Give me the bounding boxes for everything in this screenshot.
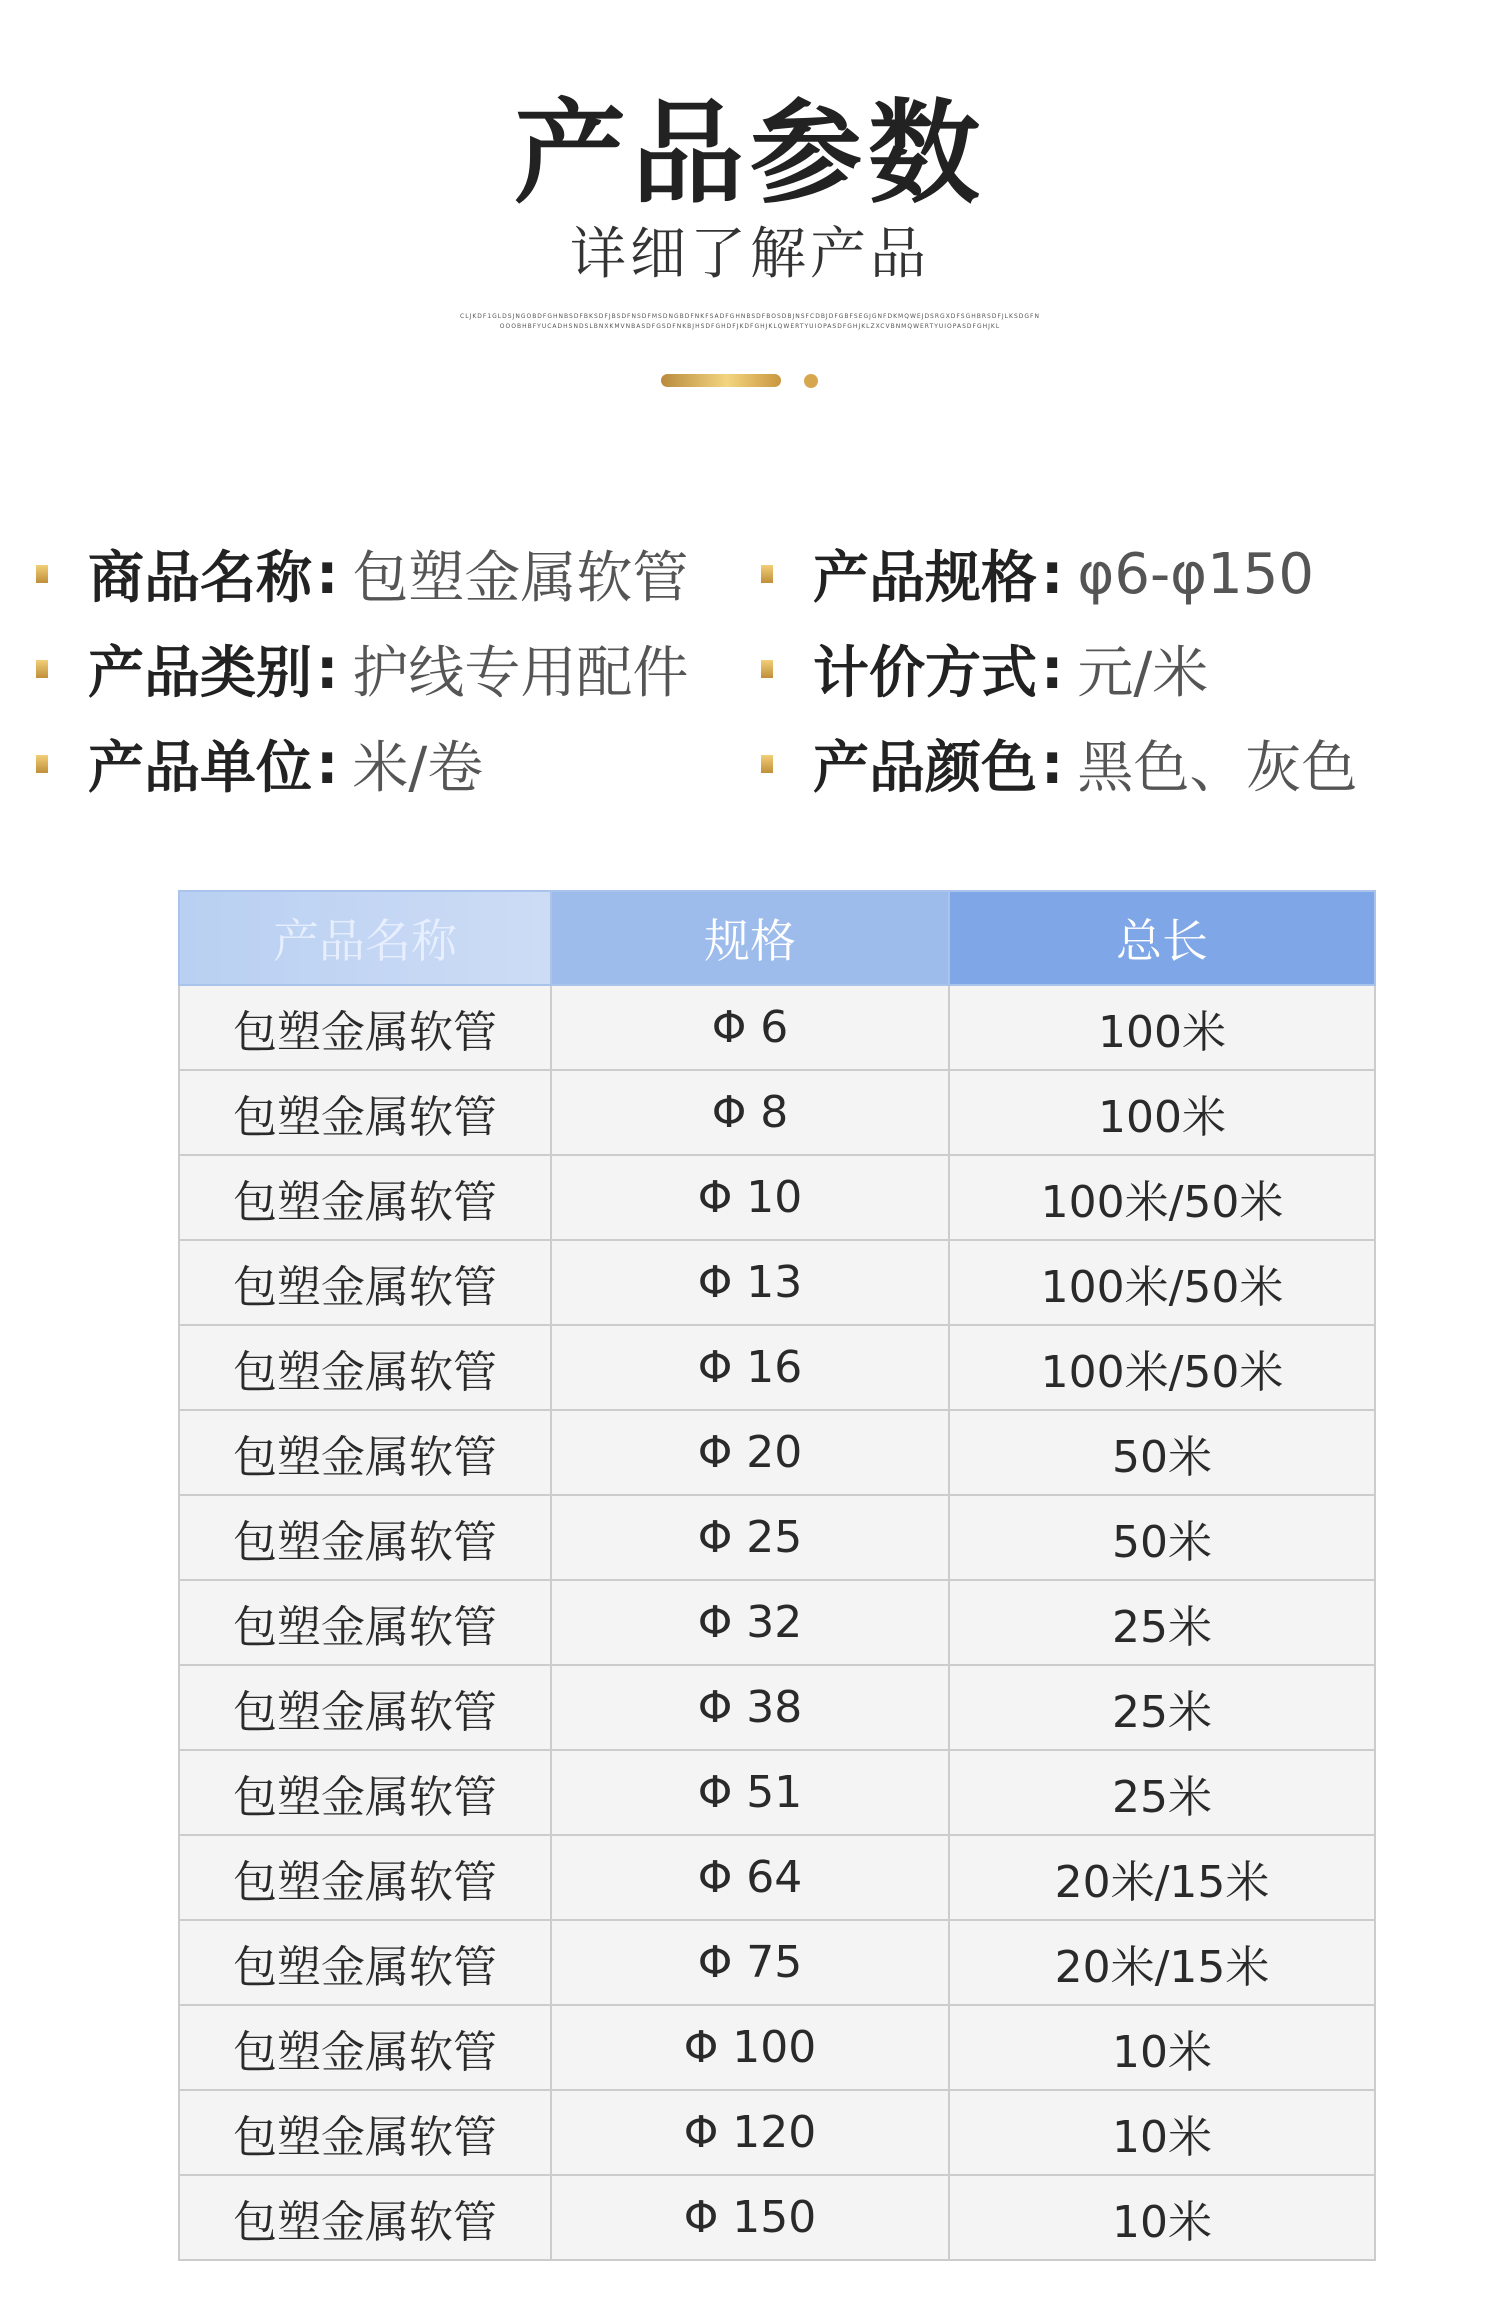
cell-spec: Φ 150 <box>551 2175 949 2260</box>
gold-bar <box>661 374 781 387</box>
spec-value: 米/卷 <box>352 736 484 801</box>
cell-length: 10米 <box>949 2175 1375 2260</box>
spec-item <box>761 629 1208 709</box>
decorative-fine-print: CLJKDF1GLDSJNGOBDFGHNBSDFBKSDFJBSDFNSDFMSDNGBDFNKFSADFGHNBSDFBOSDBJNSFCDBJDFGBFSEGJGNFDKMQWEJDSRGXDFSGHBRSDFJLKSDGFNOOOBHBFYUCADHSNDSLBNXKMVNBASDFGSDFNKBJHSDFGHDFJKDFGHJKLQWERTYUIOPASDFGHJKLZXCVBNMQWERTYUIOPASDFGHJKL <box>460 313 1040 330</box>
table-row <box>179 1410 1375 1495</box>
table-row <box>179 2005 1375 2090</box>
spec-label: 产品规格 <box>813 546 1037 611</box>
cell-spec: Φ 25 <box>551 1495 949 1580</box>
header-divider <box>0 372 1500 392</box>
spec-label: 产品单位 <box>88 736 312 801</box>
cell-spec: Φ 6 <box>551 985 949 1070</box>
cell-spec: Φ 13 <box>551 1240 949 1325</box>
cell-name: 包塑金属软管 <box>179 2005 551 2090</box>
spec-value: 黑色、灰色 <box>1077 736 1358 801</box>
cell-name: 包塑金属软管 <box>179 1835 551 1920</box>
cell-name: 包塑金属软管 <box>179 1495 551 1580</box>
spec-item <box>36 724 483 804</box>
spec-label: 产品类别 <box>88 641 312 706</box>
spec-item <box>36 629 688 709</box>
table-row <box>179 985 1375 1070</box>
spec-row <box>0 629 1500 709</box>
cell-name: 包塑金属软管 <box>179 1070 551 1155</box>
table-row <box>179 1070 1375 1155</box>
cell-name: 包塑金属软管 <box>179 2090 551 2175</box>
spec-item <box>761 724 1357 804</box>
spec-label: 产品颜色 <box>813 736 1037 801</box>
spec-value: 护线专用配件 <box>352 641 689 706</box>
spec-table <box>178 890 1376 2261</box>
table-row <box>179 2090 1375 2175</box>
page-subtitle: 详细了解产品 <box>570 222 930 287</box>
bullet-icon <box>36 565 48 583</box>
cell-spec: Φ 16 <box>551 1325 949 1410</box>
table-row <box>179 1920 1375 2005</box>
bullet-icon <box>761 755 773 773</box>
table-header-row <box>179 891 1375 985</box>
column-header-name: 产品名称 <box>179 891 551 985</box>
spec-label: 商品名称 <box>88 546 312 611</box>
cell-name: 包塑金属软管 <box>179 1325 551 1410</box>
cell-length: 25米 <box>949 1665 1375 1750</box>
cell-name: 包塑金属软管 <box>179 1920 551 2005</box>
cell-spec: Φ 64 <box>551 1835 949 1920</box>
cell-spec: Φ 38 <box>551 1665 949 1750</box>
cell-name: 包塑金属软管 <box>179 1155 551 1240</box>
cell-length: 100米/50米 <box>949 1240 1375 1325</box>
cell-length: 50米 <box>949 1410 1375 1495</box>
cell-length: 25米 <box>949 1580 1375 1665</box>
gold-dot <box>804 374 818 388</box>
cell-length: 50米 <box>949 1495 1375 1580</box>
column-header-length: 总长 <box>949 891 1375 985</box>
bullet-icon <box>36 660 48 678</box>
table-row <box>179 1325 1375 1410</box>
cell-length: 100米/50米 <box>949 1155 1375 1240</box>
cell-spec: Φ 51 <box>551 1750 949 1835</box>
column-header-spec: 规格 <box>551 891 949 985</box>
cell-spec: Φ 75 <box>551 1920 949 2005</box>
cell-spec: Φ 32 <box>551 1580 949 1665</box>
table-row <box>179 1665 1375 1750</box>
cell-length: 10米 <box>949 2090 1375 2175</box>
table-row <box>179 1835 1375 1920</box>
spec-colon: : <box>316 541 339 607</box>
spec-row <box>0 724 1500 804</box>
cell-length: 20米/15米 <box>949 1920 1375 2005</box>
cell-name: 包塑金属软管 <box>179 1240 551 1325</box>
cell-length: 100米 <box>949 985 1375 1070</box>
cell-spec: Φ 120 <box>551 2090 949 2175</box>
cell-spec: Φ 8 <box>551 1070 949 1155</box>
table-row <box>179 1495 1375 1580</box>
cell-spec: Φ 10 <box>551 1155 949 1240</box>
bullet-icon <box>36 755 48 773</box>
spec-row <box>0 534 1500 614</box>
spec-colon: : <box>316 731 339 797</box>
table-row <box>179 1750 1375 1835</box>
spec-item <box>761 534 1314 614</box>
cell-length: 100米 <box>949 1070 1375 1155</box>
table-row <box>179 1580 1375 1665</box>
spec-colon: : <box>1041 731 1064 797</box>
table-row <box>179 2175 1375 2260</box>
cell-spec: Φ 20 <box>551 1410 949 1495</box>
spec-value: 元/米 <box>1077 641 1209 706</box>
bullet-icon <box>761 565 773 583</box>
cell-spec: Φ 100 <box>551 2005 949 2090</box>
cell-length: 100米/50米 <box>949 1325 1375 1410</box>
bullet-icon <box>761 660 773 678</box>
spec-colon: : <box>1041 541 1064 607</box>
spec-colon: : <box>316 636 339 702</box>
spec-value: φ6-φ150 <box>1077 541 1315 607</box>
table-row <box>179 1155 1375 1240</box>
cell-length: 10米 <box>949 2005 1375 2090</box>
cell-name: 包塑金属软管 <box>179 985 551 1070</box>
cell-name: 包塑金属软管 <box>179 1410 551 1495</box>
cell-name: 包塑金属软管 <box>179 2175 551 2260</box>
spec-item <box>36 534 688 614</box>
spec-value: 包塑金属软管 <box>352 546 689 611</box>
cell-name: 包塑金属软管 <box>179 1750 551 1835</box>
cell-name: 包塑金属软管 <box>179 1580 551 1665</box>
spec-colon: : <box>1041 636 1064 702</box>
spec-label: 计价方式 <box>813 641 1037 706</box>
page-title: 产品参数 <box>514 89 986 219</box>
table-row <box>179 1240 1375 1325</box>
cell-length: 25米 <box>949 1750 1375 1835</box>
cell-length: 20米/15米 <box>949 1835 1375 1920</box>
cell-name: 包塑金属软管 <box>179 1665 551 1750</box>
header <box>0 90 1500 332</box>
